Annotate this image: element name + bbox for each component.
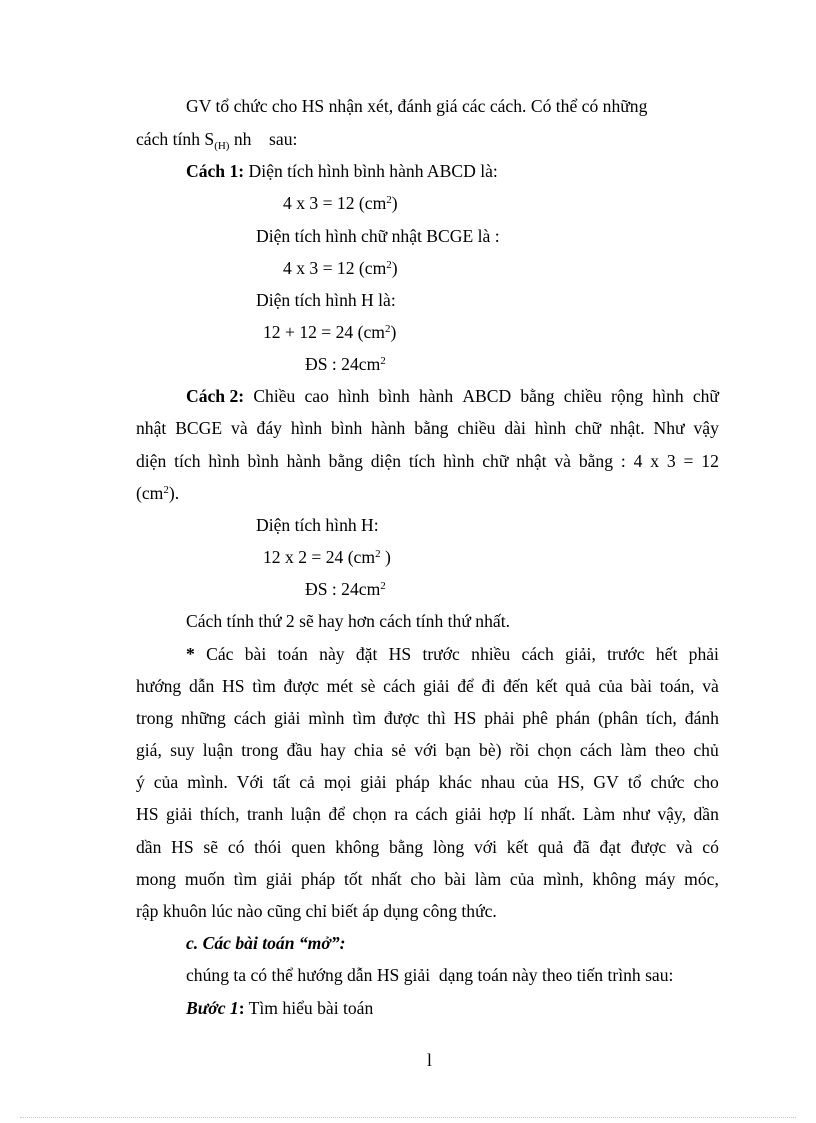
text-word: tìm — [233, 869, 258, 889]
text-word: tốt — [343, 869, 363, 889]
text-word: : — [620, 451, 626, 471]
text-word: pháp — [395, 772, 430, 792]
text-word: thích, — [199, 804, 240, 824]
text-word: chọn — [352, 804, 387, 824]
step-1-line — [186, 996, 373, 1020]
text-word: đến — [502, 676, 529, 696]
text-word: mình — [308, 708, 345, 728]
text-word: hình — [652, 386, 684, 406]
text-word: quả — [565, 676, 591, 696]
note-star: * — [186, 644, 195, 664]
text-word: = — [683, 451, 694, 471]
text-word: Với — [236, 772, 264, 792]
text-word: ABCD — [462, 386, 512, 406]
text-word: giải — [166, 804, 193, 824]
text-word: 12 + 12 = 24 (cm — [263, 322, 385, 342]
text-word: dần — [693, 804, 719, 824]
text-word: cách — [233, 708, 267, 728]
text-word: mọi — [323, 772, 352, 792]
text-word: tìm — [252, 676, 276, 696]
text-word: đáy — [256, 418, 282, 438]
text-word: mét — [326, 676, 354, 696]
text-word: hình — [443, 451, 475, 471]
text-word: cách — [415, 804, 448, 824]
text-word: hành — [286, 451, 321, 471]
cach2-line-2 — [136, 416, 719, 440]
text-word: không — [592, 869, 637, 889]
text-word: cách — [579, 740, 613, 760]
text-word: dần — [136, 837, 162, 857]
text-word: được — [383, 708, 420, 728]
text-word: (H) — [214, 140, 230, 152]
text-word: 4 x 3 = 12 (cm — [283, 258, 387, 278]
text-word: và — [702, 676, 719, 696]
text-word: nhiều — [471, 644, 511, 664]
text-word: Như — [653, 418, 685, 438]
text-word: 12 x 2 = 24 (cm — [263, 547, 376, 567]
text-word: hành — [371, 418, 406, 438]
cach2-answer — [305, 577, 386, 601]
text-word: BCGE — [175, 418, 223, 438]
text-word: bằng — [414, 418, 449, 438]
text-word: rồi — [509, 740, 530, 760]
text-word: giải, — [565, 644, 596, 664]
text-word: bài — [244, 644, 267, 664]
text-word: chiều — [563, 386, 602, 406]
text-word: của — [153, 772, 179, 792]
text-word: luận — [202, 740, 234, 760]
text-word: quả — [537, 837, 564, 857]
text-word: và — [231, 418, 248, 438]
text-word: c. Các bài toán “mở”: — [186, 933, 346, 953]
text-word: cho — [693, 772, 719, 792]
text-word: và — [675, 837, 693, 857]
text-word: 2 — [384, 323, 391, 335]
note-line-3 — [136, 706, 719, 730]
text-word: đặt — [355, 644, 378, 664]
text-word: diện — [370, 451, 402, 471]
text-word: cả — [299, 772, 315, 792]
text-word: 2 — [380, 355, 386, 367]
text-word: tích — [174, 451, 201, 471]
text-word: 2 — [163, 484, 169, 496]
text-word: toán, — [659, 676, 695, 696]
text-word: móc, — [684, 869, 719, 889]
comparison-line: Cách tính thứ 2 sẽ hay hơn cách tính thứ nhất. — [186, 611, 510, 631]
text-word: không — [335, 837, 380, 857]
text-word: kết — [506, 837, 529, 857]
text-word: 12 — [701, 451, 719, 471]
text-word: nhật — [516, 451, 547, 471]
text-word: chữ — [692, 386, 719, 406]
text-word: ý — [136, 772, 145, 792]
text-word: bằng — [520, 386, 555, 406]
text-word: và — [554, 451, 571, 471]
text-word: giá, — [136, 740, 162, 760]
note-line-9: rập khuôn lúc nào cũng chỉ biết áp dụng công thức. — [136, 901, 497, 921]
text-word: ) — [391, 258, 398, 278]
note-line-5 — [136, 770, 719, 794]
text-word: dài — [504, 418, 526, 438]
text-word: lí — [523, 804, 534, 824]
text-word: tìm — [352, 708, 376, 728]
text-word: bình — [378, 386, 410, 406]
text-word: x — [650, 451, 660, 471]
text-word: rộng — [610, 386, 644, 406]
text-word: Làm — [582, 804, 616, 824]
text-word: này — [319, 644, 345, 664]
text-word: thì — [427, 708, 446, 728]
text-word: đánh — [684, 708, 719, 728]
note-line-7 — [136, 835, 719, 859]
text-word: khác — [438, 772, 472, 792]
text-word: mình, — [543, 869, 584, 889]
cach2-line-3 — [136, 449, 719, 473]
text-word: cách tính S — [136, 129, 215, 149]
text-word: giải — [455, 804, 482, 824]
text-word: 4 — [633, 451, 643, 471]
cach1-answer — [305, 352, 386, 376]
text-word: cách — [383, 676, 416, 696]
text-word: có — [227, 837, 245, 857]
text-word: 2 — [380, 580, 386, 592]
text-word: trong — [136, 708, 174, 728]
text-word: vậy, — [657, 804, 686, 824]
text-word: chủ — [693, 740, 719, 760]
text-word: trước — [607, 644, 645, 664]
text-word: đã — [573, 837, 590, 857]
text-word: chữ — [482, 451, 509, 471]
text-word: của — [509, 869, 535, 889]
text-word: phải — [688, 644, 719, 664]
text-word: bài — [630, 676, 653, 696]
text-word: phải — [484, 708, 515, 728]
text-word: phán — [555, 708, 591, 728]
intro-line-2 — [136, 127, 297, 151]
text-word: Tìm hiểu bài toán — [244, 998, 374, 1018]
cach2-h-label: Diện tích hình H: — [256, 515, 379, 535]
text-word: 2 — [386, 259, 392, 271]
text-word: vậy — [693, 418, 719, 438]
note-line-2 — [136, 674, 719, 698]
text-word: có — [702, 837, 719, 857]
text-word: nhật. — [609, 418, 645, 438]
text-word: thói — [254, 837, 282, 857]
text-word: đi — [481, 676, 496, 696]
text-word: chia — [353, 740, 384, 760]
text-word: HS, — [557, 772, 585, 792]
text-word: những — [181, 708, 226, 728]
text-word: hình — [208, 451, 240, 471]
text-word: cho — [410, 869, 436, 889]
cach2-line-1 — [186, 384, 719, 408]
cach2-line-4 — [136, 481, 179, 505]
text-word: làm — [474, 869, 502, 889]
text-word: nhau — [480, 772, 516, 792]
text-word: bình — [247, 451, 279, 471]
text-word: bình — [330, 418, 363, 438]
text-word: sẽ — [203, 837, 219, 857]
text-word: toán — [277, 644, 308, 664]
text-word: Diện tích hình bình hành ABCD là: — [244, 161, 498, 181]
text-word: hành — [418, 386, 454, 406]
text-word: 2 — [386, 194, 392, 206]
cach1-rect-label: Diện tích hình chữ nhật BCGE là : — [256, 226, 500, 246]
text-word: hình — [338, 386, 370, 406]
text-word: 2 — [375, 548, 381, 560]
text-word: bạn — [445, 740, 471, 760]
text-word: ra — [394, 804, 408, 824]
note-line-1 — [186, 642, 719, 666]
text-word: giải — [273, 708, 301, 728]
text-word: giải — [360, 772, 387, 792]
text-word: bài — [444, 869, 466, 889]
text-word: tranh — [246, 804, 284, 824]
cach2-label: Cách 2: — [186, 386, 245, 406]
cach1-calc2 — [283, 256, 398, 280]
text-word: tích, — [646, 708, 677, 728]
text-word: chữ — [574, 418, 602, 438]
text-word: bằng — [328, 451, 363, 471]
text-word: phê — [522, 708, 548, 728]
text-word: hết — [655, 644, 678, 664]
text-word: (cm — [136, 483, 164, 503]
text-word: Các — [206, 644, 234, 664]
text-word: nhật — [136, 418, 167, 438]
text-word: đầu — [286, 740, 313, 760]
text-word: kết — [536, 676, 558, 696]
text-word: đạt — [599, 837, 621, 857]
text-word: mong — [136, 869, 177, 889]
text-word: 4 x 3 = 12 (cm — [283, 193, 387, 213]
text-word: hình — [534, 418, 567, 438]
text-word: HS — [171, 837, 194, 857]
text-word: HS — [388, 644, 412, 664]
section-c-heading — [186, 931, 345, 955]
text-word: suy — [170, 740, 195, 760]
text-word: pháp — [301, 869, 336, 889]
text-word: chiều — [457, 418, 496, 438]
text-word: GV — [593, 772, 619, 792]
cach1-calc1 — [283, 191, 398, 215]
cach1-calc3 — [263, 320, 396, 344]
step-1-label: Bước 1 — [186, 998, 239, 1018]
text-word: hướng — [136, 676, 182, 696]
text-word: được — [630, 837, 667, 857]
note-line-4 — [136, 738, 719, 762]
text-word: lòng — [432, 837, 465, 857]
text-word: theo — [654, 740, 686, 760]
text-word: chọn — [537, 740, 572, 760]
text-word: trước — [422, 644, 460, 664]
text-word: bằng — [578, 451, 614, 471]
text-word: Chiều — [253, 386, 296, 406]
text-word: hay — [320, 740, 346, 760]
text-word: nhất — [371, 869, 402, 889]
cach2-calc — [263, 545, 391, 569]
text-word: bè) — [479, 740, 502, 760]
text-word: ) — [391, 193, 398, 213]
page-number: l — [427, 1050, 432, 1070]
text-word: mình. — [187, 772, 228, 792]
text-word: : — [238, 998, 245, 1018]
text-word: để — [328, 804, 346, 824]
cach1-label: Cách 1: — [186, 161, 245, 181]
text-word: làm — [620, 740, 647, 760]
text-word: được — [283, 676, 319, 696]
text-word: tổ — [627, 772, 642, 792]
text-word: máy — [645, 869, 676, 889]
text-word: ). — [168, 483, 180, 503]
text-word: HS — [222, 676, 245, 696]
text-word: chức — [650, 772, 685, 792]
intro-line-1: GV tổ chức cho HS nhận xét, đánh giá các cách. Có thể có những — [186, 96, 648, 116]
text-word: quen — [291, 837, 326, 857]
text-word: của — [524, 772, 549, 792]
cach1-line — [186, 159, 498, 183]
text-word: (phân — [598, 708, 639, 728]
text-word: ĐS : 24cm — [305, 354, 381, 374]
section-c-line: chúng ta có thể hướng dẫn HS giải dạng toán này theo tiến trình sau: — [186, 965, 674, 985]
text-word: hợp — [489, 804, 516, 824]
text-word: sè — [360, 676, 376, 696]
cach1-h-label: Diện tích hình H là: — [256, 290, 396, 310]
text-word: ĐS : 24cm — [305, 579, 381, 599]
text-word: luận — [290, 804, 321, 824]
text-word: để — [457, 676, 474, 696]
text-word: tích — [408, 451, 436, 471]
text-word: diện — [136, 451, 167, 471]
text-word: tất — [272, 772, 291, 792]
text-word: như — [622, 804, 650, 824]
text-word: trong — [241, 740, 279, 760]
text-word: nh sau: — [229, 129, 298, 149]
text-word: HS — [453, 708, 477, 728]
text-word: HS — [136, 804, 159, 824]
text-word: ) — [390, 322, 397, 342]
text-word: giải — [265, 869, 293, 889]
text-word: cao — [304, 386, 329, 406]
text-word: với — [414, 740, 438, 760]
text-word: dẫn — [188, 676, 215, 696]
text-word: của — [598, 676, 623, 696]
text-word: sẻ — [391, 740, 406, 760]
text-word: bằng — [388, 837, 424, 857]
text-word: nhất. — [540, 804, 576, 824]
text-word: muốn — [184, 869, 225, 889]
text-word: ) — [380, 547, 391, 567]
text-word: cách — [521, 644, 554, 664]
note-line-8 — [136, 867, 719, 891]
text-word: với — [473, 837, 497, 857]
note-line-6 — [136, 802, 719, 826]
text-word: giải — [423, 676, 450, 696]
page-bottom-divider — [20, 1117, 796, 1118]
text-word: 3 — [666, 451, 676, 471]
text-word: hình — [290, 418, 323, 438]
